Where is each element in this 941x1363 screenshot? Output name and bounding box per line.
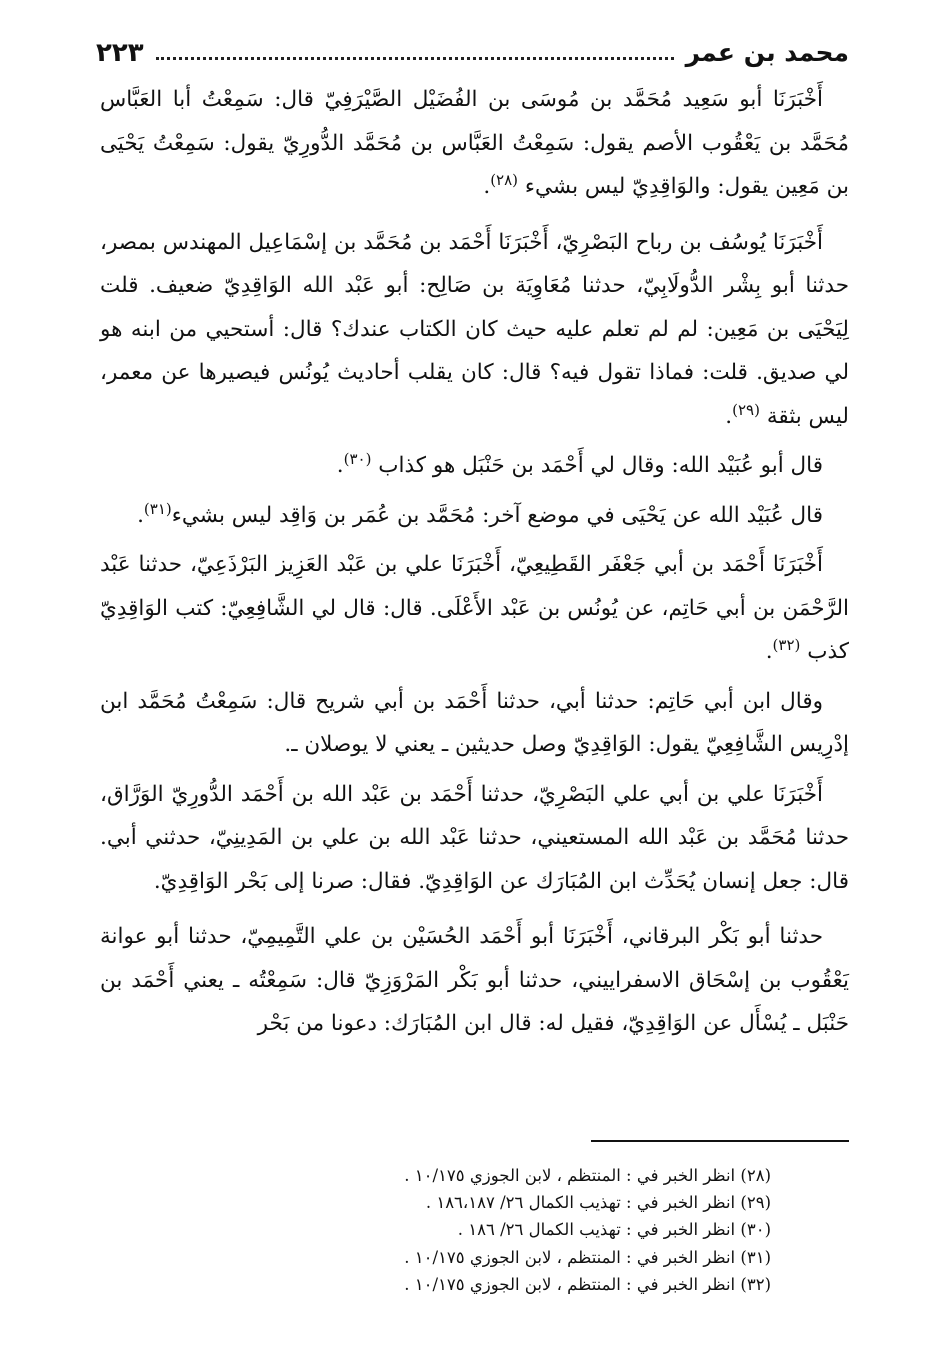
- footnote-reference: (٣١): [143, 499, 172, 518]
- footnote-31: (٣١) انظر الخبر في : المنتظم ، لابن الجوزي ١٠/١٧٥ .: [404, 1247, 771, 1267]
- paragraph-1: أَخْبَرَنَا أبو سَعِيد مُحَمَّد بن مُوسَى بن الفُضَيْل الصَّيْرَفِيّ قال: سَمِعْتُ أبا العَبَّاس مُحَمَّد بن يَعْقُوب الأصم يقول: سَمِعْتُ العَبَّاس بن مُحَمَّد الدُّورِيّ يقول: سَمِعْتُ يَحْيَى بن مَعِين يقول: والوَاقِدِيّ ليس بشيء $^{(٢٨)}$.: [100, 87, 849, 199]
- paragraph-text: أَخْبَرَنَا أَحْمَد بن أبي جَعْفَر القَطِيعِيّ، أَخْبَرَنَا علي بن عَبْد العَزِيز البَرْذَعِيّ، حدثنا عَبْد الرَّحْمَن بن أبي حَاتِم، عن يُونُس بن عَبْد الأَعْلَى. قال: قال لي الشَّافِعِيّ: كتب الوَاقِدِيّ كذب: [100, 552, 849, 664]
- footnote-reference: (٣٠): [343, 449, 372, 468]
- paragraph-text: أَخْبَرَنَا أبو سَعِيد مُحَمَّد بن مُوسَى بن الفُضَيْل الصَّيْرَفِيّ قال: سَمِعْتُ أبا العَبَّاس مُحَمَّد بن يَعْقُوب الأصم يقول: سَمِعْتُ العَبَّاس بن مُحَمَّد الدُّورِيّ يقول: سَمِعْتُ يَحْيَى بن مَعِين يقول: والوَاقِدِيّ ليس بشيء: [100, 87, 849, 199]
- footnote-30: (٣٠) انظر الخبر في : تهذيب الكمال ٢٦/ ١٨٦ .: [457, 1220, 771, 1240]
- footnote-reference: (٢٩): [732, 400, 760, 419]
- paragraph-2: أَخْبَرَنَا يُوسُف بن رباح البَصْرِيّ، أَخْبَرَنَا أَحْمَد بن مُحَمَّد بن إسْمَاعِيل المهندس بمصر، حدثنا أبو بِشْر الدُّولَابِيّ، حدثنا مُعَاوِيَة بن صَالِح: أبو عَبْد الله الوَاقِدِيّ ضعيف. قلت لِيَحْيَى بن مَعِين: لم لم تعلم عليه حيث كان الكتاب عندك؟ قال: أستحيي من ابنه هو لي صديق. قلت: فماذا تقول فيه؟ قال: كان يقلب أحاديث يُونُس فيصيرها عن معمر، ليس بثقة $^{(٢٩)}$.: [100, 229, 849, 429]
- paragraph-text: أَخْبَرَنَا علي بن أبي علي البَصْرِيّ، حدثنا أَحْمَد بن عَبْد الله بن أَحْمَد الدُّورِيّ الوَرَّاق، حدثنا مُحَمَّد بن عَبْد الله المستعيني، حدثنا عَبْد الله بن علي بن المَدِينِيّ، حدثني أبي. قال: جعل إنسان يُحَدِّث ابن المُبَارَك عن الوَاقِدِيّ. فقال: صرنا إلى بَحْر الوَاقِدِيّ.: [100, 781, 849, 894]
- paragraph-5: أَخْبَرَنَا أَحْمَد بن أبي جَعْفَر القَطِيعِيّ، أَخْبَرَنَا علي بن عَبْد العَزِيز البَرْذَعِيّ، حدثنا عَبْد الرَّحْمَن بن أبي حَاتِم، عن يُونُس بن عَبْد الأَعْلَى. قال: قال لي الشَّافِعِيّ: كتب الوَاقِدِيّ كذب $^{(٣٢)}$.: [100, 552, 849, 664]
- paragraph-text: أَخْبَرَنَا يُوسُف بن رباح البَصْرِيّ، أَخْبَرَنَا أَحْمَد بن مُحَمَّد بن إسْمَاعِيل المهندس بمصر، حدثنا أبو بِشْر الدُّولَابِيّ، حدثنا مُعَاوِيَة بن صَالِح: أبو عَبْد الله الوَاقِدِيّ ضعيف. قلت لِيَحْيَى بن مَعِين: لم لم تعلم عليه حيث كان الكتاب عندك؟ قال: أستحيي من ابنه هو لي صديق. قلت: فماذا تقول فيه؟ قال: كان يقلب أحاديث يُونُس فيصيرها عن معمر، ليس بثقة: [100, 229, 849, 429]
- footnote-32: (٣٢) انظر الخبر في : المنتظم ، لابن الجوزي ١٠/١٧٥ .: [404, 1274, 771, 1294]
- paragraph-text: حدثنا أبو بَكْر البرقاني، أَخْبَرَنَا أبو أَحْمَد الحُسَيْن بن علي التَّمِيمِيّ، حدثنا أبو عوانة يَعْقُوب بن إسْحَاق الاسفراييني، حدثنا أبو بَكْر المَرْوَزِيّ قال: سَمِعْتُه ـ يعني أَحْمَد بن حَنْبَل ـ يُسْأَل عن الوَاقِدِيّ، فقيل له: قال ابن المُبَارَك: دعونا من بَحْر: [100, 924, 849, 1036]
- footnote-28: (٢٨) انظر الخبر في : المنتظم ، لابن الجوزي ١٠/١٧٥ .: [404, 1166, 771, 1185]
- main-text: [100, 78, 849, 1046]
- paragraph-text: قال أبو عُبَيْد الله: وقال لي أَحْمَد بن حَنْبَل هو كذاب: [378, 453, 823, 478]
- header-dotted-leader: [156, 57, 674, 60]
- paragraph-7: [100, 773, 849, 904]
- paragraph-6: [100, 680, 849, 767]
- footnote-separator: [591, 1140, 849, 1142]
- page-header: [96, 30, 849, 70]
- paragraph-3: قال أبو عُبَيْد الله: وقال لي أَحْمَد بن حَنْبَل هو كذاب $^{(٣٠)}$.: [336, 449, 823, 478]
- footnote-reference: (٣٢): [772, 635, 801, 654]
- paragraph-8: [100, 915, 849, 1046]
- footnote-reference: (٢٨): [490, 170, 519, 189]
- paragraph-text: وقال ابن أبي حَاتِم: حدثنا أبي، حدثنا أَحْمَد بن أبي شريح قال: سَمِعْتُ مُحَمَّد ابن إدْرِيس الشَّافِعِيّ يقول: الوَاقِدِيّ وصل حديثين ـ يعني لا يوصلان ـ.: [100, 688, 849, 757]
- page-number: ٢٢٣: [96, 38, 144, 68]
- footnote-29: (٢٩) انظر الخبر في : تهذيب الكمال ٢٦/ ١٨٦،١٨٧ .: [425, 1193, 771, 1213]
- running-title: محمد بن عمر: [685, 38, 849, 67]
- paragraph-text: قال عُبَيْد الله عن يَحْيَى في موضع آخر: مُحَمَّد بن عُمَر بن وَاقِد ليس بشيء: [171, 502, 823, 528]
- footnotes: [200, 1162, 771, 1298]
- paragraph-4: قال عُبَيْد الله عن يَحْيَى في موضع آخر: مُحَمَّد بن عُمَر بن وَاقِد ليس بشيء$^{(٣١)}$.: [137, 499, 823, 528]
